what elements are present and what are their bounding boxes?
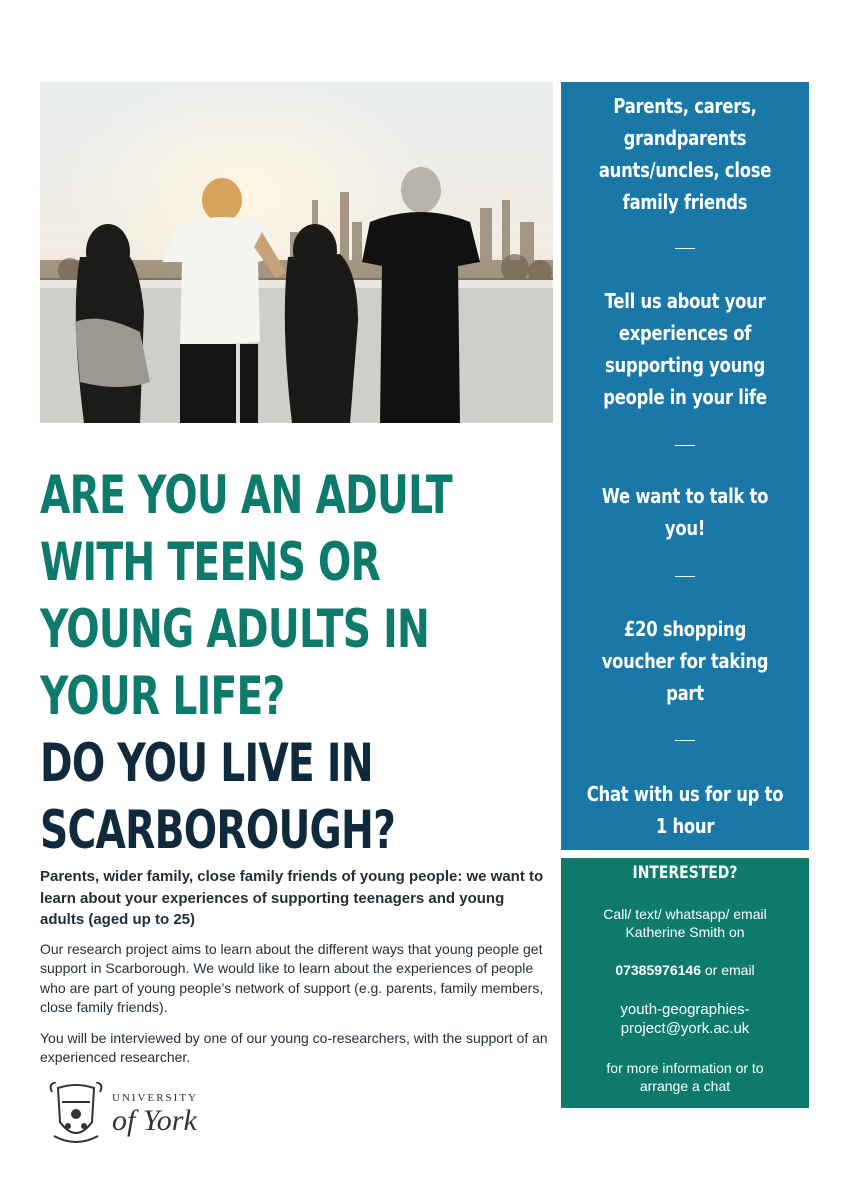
contact-line: Call/ text/ whatsapp/ email xyxy=(603,906,767,922)
panel-line: part xyxy=(666,681,704,705)
contact-instructions xyxy=(561,906,809,941)
email-address[interactable] xyxy=(561,1000,809,1038)
intro-lead: Parents, wider family, close family friends of young people: we want to learn about your experiences of supporting teenagers and young adults (aged up to 25) xyxy=(40,868,544,928)
more-info-line: for more information or to xyxy=(606,1060,764,1076)
contact-panel xyxy=(561,858,809,1108)
more-info-line: arrange a chat xyxy=(639,1077,731,1094)
divider xyxy=(675,576,695,577)
phone-line xyxy=(561,962,809,980)
headline-question-1 xyxy=(40,462,452,730)
contact-line: Katherine Smith on xyxy=(625,923,745,940)
headline-line: SCARBOROUGH? xyxy=(40,800,396,861)
headline xyxy=(40,462,452,864)
intro-paragraph: Our research project aims to learn about the different ways that young people get support in Scarborough. We would like to learn about the experiences of people who are part of young people’s network of support (e.g. parents, family members, close family friends). xyxy=(40,940,544,1015)
panel-line: experiences of xyxy=(618,321,752,345)
more-info-text xyxy=(561,1060,809,1095)
headline-question-2 xyxy=(40,730,417,864)
panel-line: Parents, carers, xyxy=(613,94,757,118)
panel-line: £20 shopping xyxy=(623,617,747,641)
panel-line: family friends xyxy=(622,190,748,214)
panel-block-voucher xyxy=(561,613,809,709)
or-email-text: or email xyxy=(700,962,755,978)
panel-line: 1 hour xyxy=(655,814,715,838)
panel-line: aunts/uncles, close xyxy=(598,158,772,182)
headline-line: ARE YOU AN ADULT xyxy=(40,465,452,526)
hero-photo xyxy=(40,82,553,423)
divider xyxy=(675,445,695,446)
phone-number[interactable]: 07385976146 xyxy=(615,962,701,978)
divider xyxy=(675,248,695,249)
headline-line: WITH TEENS OR xyxy=(40,532,381,593)
panel-line: supporting young xyxy=(605,353,765,377)
crest-icon xyxy=(48,1082,104,1148)
panel-line: Tell us about your xyxy=(604,289,766,313)
contact-title: INTERESTED? xyxy=(632,863,738,883)
headline-line: YOUR LIFE? xyxy=(40,666,285,727)
logo-of-york-text: of York xyxy=(112,1104,197,1137)
email-line: youth-geographies- xyxy=(620,1001,750,1018)
panel-line: grandparents xyxy=(623,126,747,150)
panel-line: people in your life xyxy=(603,385,767,409)
divider xyxy=(675,740,695,741)
key-points-panel xyxy=(561,82,809,850)
university-of-york-logo xyxy=(48,1082,218,1152)
panel-line: voucher for taking xyxy=(601,649,769,673)
logo-university-text: UNIVERSITY xyxy=(112,1092,198,1104)
intro-section xyxy=(40,866,550,1079)
panel-line: Chat with us for up to xyxy=(586,782,784,806)
headline-line: DO YOU LIVE IN xyxy=(40,733,373,794)
intro-paragraph: You will be interviewed by one of our young co-researchers, with the support of an experienced researcher. xyxy=(40,1029,548,1065)
panel-block-talk xyxy=(561,480,809,544)
panel-line: We want to talk to xyxy=(601,484,769,508)
panel-block-chat xyxy=(561,778,809,842)
panel-line: you! xyxy=(664,516,706,540)
headline-line: YOUNG ADULTS IN xyxy=(40,599,430,660)
panel-block-tell-us xyxy=(561,285,809,413)
panel-block-who xyxy=(561,90,809,218)
rooftop-group-image xyxy=(40,82,553,423)
email-line: project@york.ac.uk xyxy=(620,1020,750,1037)
